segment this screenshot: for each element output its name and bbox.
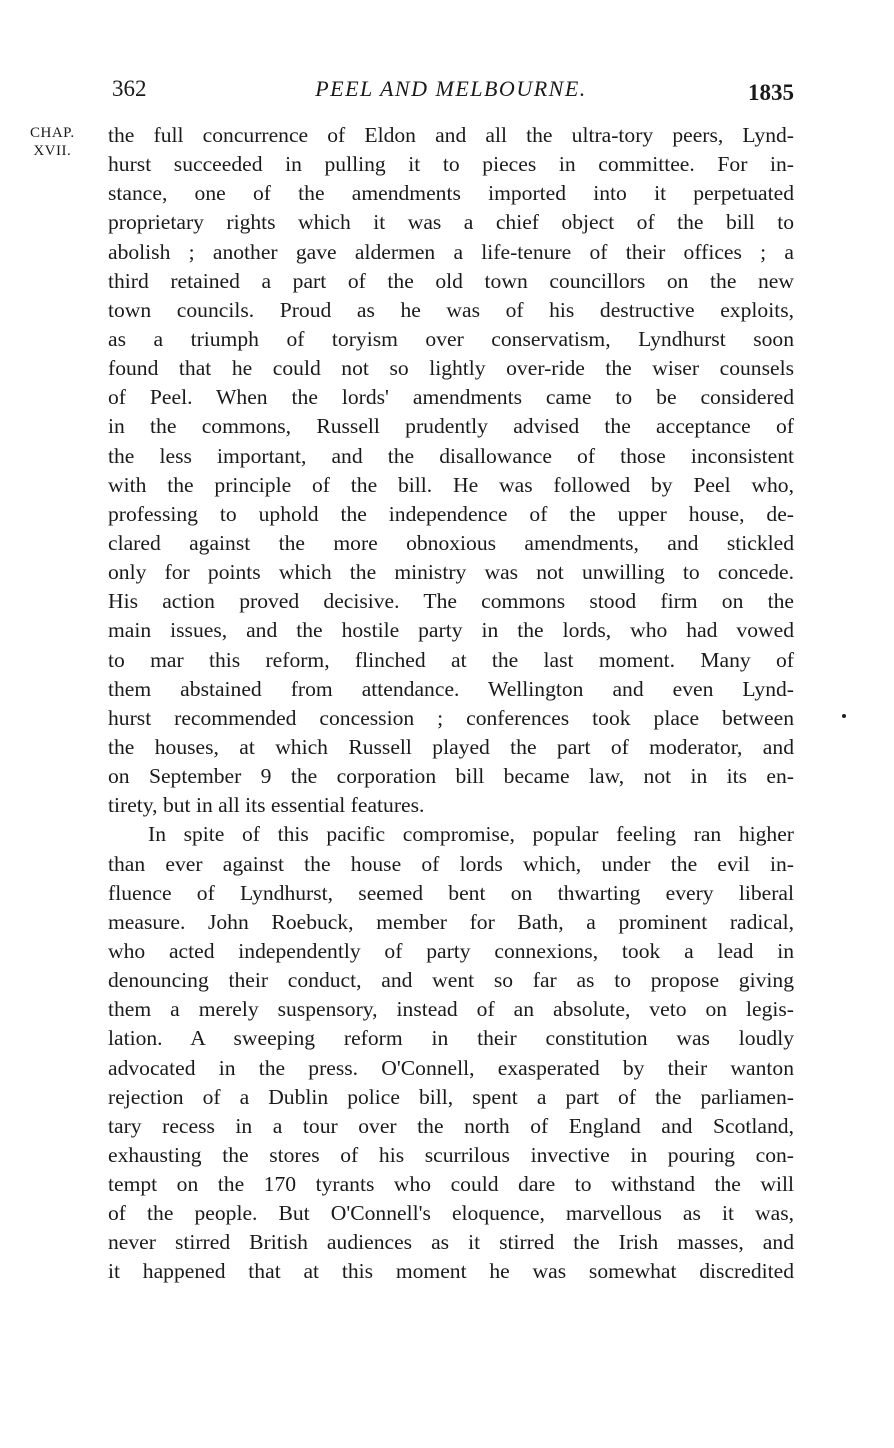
text-line: on September 9 the corporation bill became law, not in its en- xyxy=(108,764,794,789)
text-line: found that he could not so lightly over-ride the wiser counsels xyxy=(108,356,794,381)
page-number: 362 xyxy=(112,76,147,101)
chapter-margin-note xyxy=(30,124,75,160)
text-line: tary recess in a tour over the north of England and Scotland, xyxy=(108,1113,794,1138)
text-line: them a merely suspensory, instead of an absolute, veto on legis- xyxy=(108,997,794,1022)
text-line: never stirred British audiences as it stirred the Irish masses, and xyxy=(108,1230,794,1255)
text-line: proprietary rights which it was a chief object of the bill to xyxy=(108,210,794,235)
text-line: who acted independently of party connexions, took a lead in xyxy=(108,938,794,963)
scan-speck xyxy=(842,714,846,718)
text-line: the less important, and the disallowance of those inconsistent xyxy=(108,443,794,468)
text-line: than ever against the house of lords which, under the evil in- xyxy=(108,851,794,876)
text-line: measure. John Roebuck, member for Bath, a prominent radical, xyxy=(108,909,794,934)
text-line: lation. A sweeping reform in their constitution was loudly xyxy=(108,1026,794,1051)
text-line: His action proved decisive. The commons stood firm on the xyxy=(108,589,794,614)
text-line: with the principle of the bill. He was followed by Peel who, xyxy=(108,472,794,497)
text-line: as a triumph of toryism over conservatism, Lyndhurst soon xyxy=(108,326,794,351)
text-line: fluence of Lyndhurst, seemed bent on thwarting every liberal xyxy=(108,880,794,905)
running-head xyxy=(108,74,794,104)
text-line: hurst recommended concession ; conferences took place between xyxy=(108,705,794,730)
text-line: main issues, and the hostile party in the lords, who had vowed xyxy=(108,618,794,643)
text-line: to mar this reform, flinched at the last moment. Many of xyxy=(108,647,794,672)
text-line: the full concurrence of Eldon and all the ultra-tory peers, Lynd- xyxy=(108,123,794,147)
text-line: abolish ; another gave aldermen a life-tenure of their offices ; a xyxy=(108,239,794,264)
body-text xyxy=(108,121,794,1287)
chapter-label: CHAP. xyxy=(30,125,75,141)
year-label: 1835 xyxy=(748,80,794,105)
text-line: in the commons, Russell prudently advised the acceptance of xyxy=(108,414,794,439)
text-line: it happened that at this moment he was somewhat discredited xyxy=(108,1259,794,1284)
text-line: them abstained from attendance. Wellington and even Lynd- xyxy=(108,676,794,701)
running-title: PEEL AND MELBOURNE. xyxy=(315,76,587,101)
text-line: the houses, at which Russell played the part of moderator, and xyxy=(108,734,794,759)
text-line: hurst succeeded in pulling it to pieces in committee. For in- xyxy=(108,152,794,177)
paragraph-first-line: In spite of this pacific compromise, popular feeling ran higher xyxy=(148,822,794,847)
text-line: tempt on the 170 tyrants who could dare to withstand the will xyxy=(108,1172,794,1197)
text-line: rejection of a Dublin police bill, spent a part of the parliamen- xyxy=(108,1084,794,1109)
text-line: town councils. Proud as he was of his destructive exploits, xyxy=(108,297,794,322)
text-line: stance, one of the amendments imported into it perpetuated xyxy=(108,181,794,206)
text-line: of Peel. When the lords' amendments came to be considered xyxy=(108,385,794,410)
text-line: only for points which the ministry was not unwilling to concede. xyxy=(108,560,794,585)
paragraph-last-line: tirety, but in all its essential features. xyxy=(108,793,425,818)
text-line: clared against the more obnoxious amendments, and stickled xyxy=(108,530,794,555)
text-line: exhausting the stores of his scurrilous invective in pouring con- xyxy=(108,1142,794,1167)
text-line: professing to uphold the independence of the upper house, de- xyxy=(108,501,794,526)
text-line: of the people. But O'Connell's eloquence, marvellous as it was, xyxy=(108,1201,794,1226)
text-line: denouncing their conduct, and went so far as to propose giving xyxy=(108,968,794,993)
chapter-number: XVII. xyxy=(33,143,72,159)
text-line: advocated in the press. O'Connell, exasperated by their wanton xyxy=(108,1055,794,1080)
text-line: third retained a part of the old town councillors on the new xyxy=(108,268,794,293)
